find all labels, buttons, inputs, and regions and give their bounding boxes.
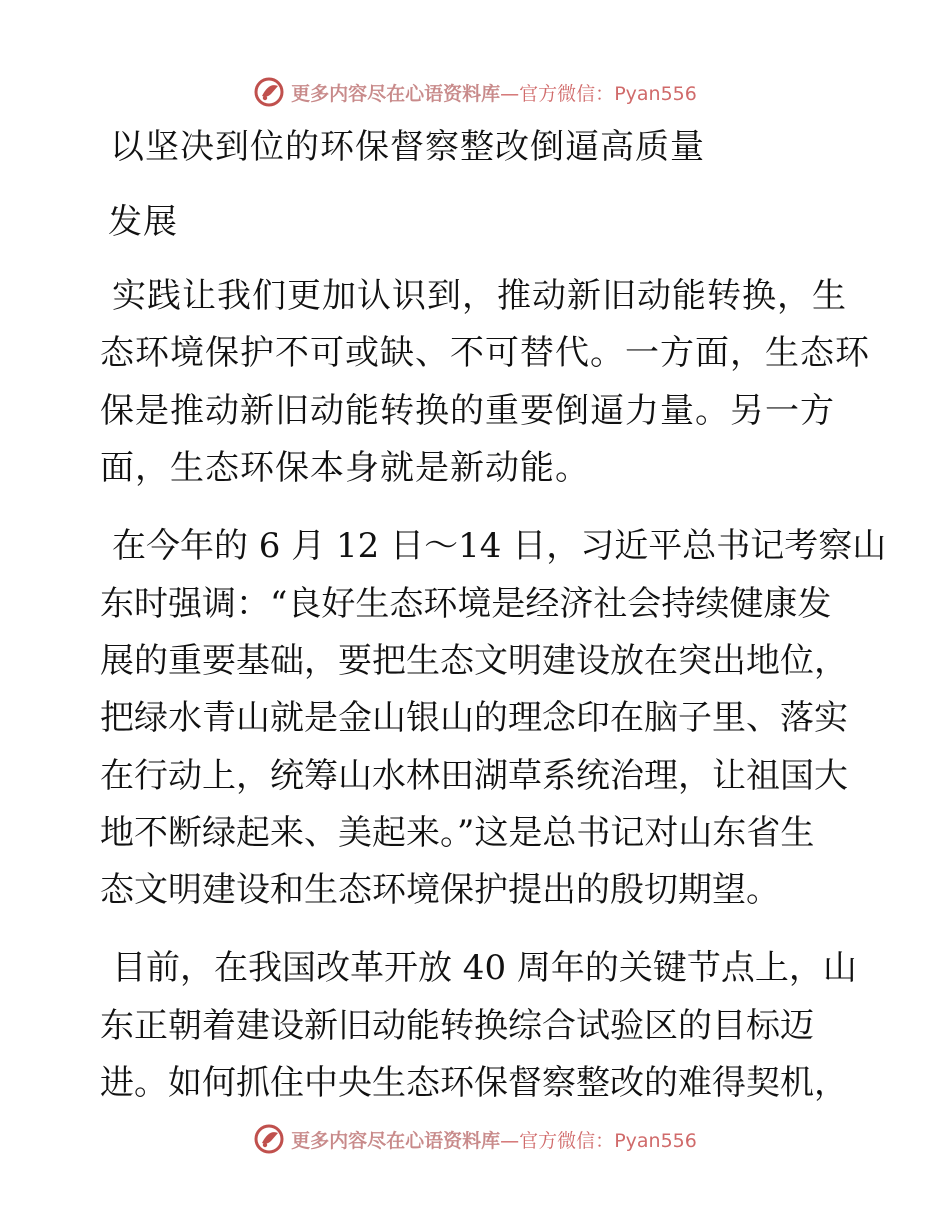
watermark-main: 更多内容尽在心语资料库 bbox=[291, 82, 501, 105]
watermark-footer bbox=[0, 1119, 950, 1159]
watermark-dash: —官方微信： bbox=[500, 82, 615, 105]
watermark-id: Pyan556 bbox=[614, 1129, 697, 1152]
paragraph-2-line-4: 把绿水青山就是金山银山的理念印在脑子里、落实 bbox=[100, 698, 848, 738]
watermark-text bbox=[291, 79, 697, 106]
brand-logo-icon bbox=[253, 76, 285, 108]
document-title-line-1: 以坚决到位的环保督察整改倒逼高质量 bbox=[110, 127, 705, 167]
paragraph-1-line-2: 态环境保护不可或缺、不可替代。一方面，生态环 bbox=[100, 333, 870, 373]
paragraph-2-line-2: 东时强调：“良好生态环境是经济社会持续健康发 bbox=[100, 584, 832, 624]
watermark-id: Pyan556 bbox=[614, 82, 697, 105]
paragraph-2-line-6: 地不断绿起来、美起来。”这是总书记对山东省生 bbox=[100, 813, 815, 853]
paragraph-2-line-5: 在行动上，统筹山水林田湖草系统治理，让祖国大 bbox=[100, 756, 848, 796]
watermark-text bbox=[291, 1126, 697, 1153]
brand-logo-icon bbox=[253, 1123, 285, 1155]
paragraph-1-line-1: 实践让我们更加认识到，推动新旧动能转换，生 bbox=[112, 276, 847, 316]
paragraph-1-line-3: 保是推动新旧动能转换的重要倒逼力量。另一方 bbox=[100, 391, 835, 431]
paragraph-3-line-3: 进。如何抓住中央生态环保督察整改的难得契机， bbox=[100, 1063, 848, 1103]
paragraph-1-line-4: 面，生态环保本身就是新动能。 bbox=[100, 448, 590, 488]
paragraph-3-line-1: 目前，在我国改革开放 40 周年的关键节点上，山 bbox=[112, 948, 857, 988]
watermark-dash: —官方微信： bbox=[500, 1129, 615, 1152]
paragraph-3-line-2: 东正朝着建设新旧动能转换综合试验区的目标迈 bbox=[100, 1006, 814, 1046]
paragraph-2-line-7: 态文明建设和生态环境保护提出的殷切期望。 bbox=[100, 870, 780, 910]
document-title-line-2: 发展 bbox=[108, 202, 178, 242]
watermark-main: 更多内容尽在心语资料库 bbox=[291, 1129, 501, 1152]
watermark-header bbox=[0, 72, 950, 112]
paragraph-2-line-1: 在今年的 6 月 12 日～14 日，习近平总书记考察山 bbox=[112, 526, 887, 566]
paragraph-2-line-3: 展的重要基础，要把生态文明建设放在突出地位， bbox=[100, 641, 848, 681]
